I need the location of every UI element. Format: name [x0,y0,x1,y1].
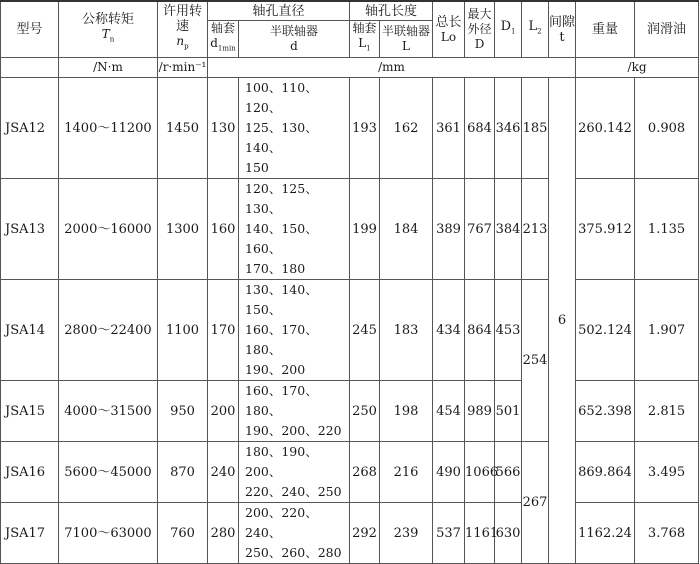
header-sleeve-length: 轴套 $L_1$ [350,21,380,58]
cell-speed: 950 [158,381,208,442]
cell-lo: 434 [433,280,465,381]
cell-gap: 6 [549,78,576,564]
header-bore-length: 轴孔长度 [350,1,433,21]
cell-l1: 199 [350,179,380,280]
header-half-coupling-length: 半联轴器 L [380,21,433,58]
cell-d: 767 [465,179,495,280]
table-row [1,78,699,179]
cell-torque: 4000～31500 [59,381,158,442]
header-total-length: 总长 Lo [433,1,465,58]
cell-weight: 375.912 [576,179,635,280]
cell-model: JSA15 [1,381,59,442]
cell-bore: 160、170、180、 190、200、220 [239,381,350,442]
cell-l: 184 [380,179,433,280]
cell-torque: 2800～22400 [59,280,158,381]
cell-d1min: 200 [208,381,239,442]
header-gap: 间隙 t [549,1,576,58]
cell-oil: 1.907 [635,280,699,381]
cell-l1: 268 [350,442,380,503]
cell-model: JSA17 [1,503,59,564]
cell-lo: 454 [433,381,465,442]
cell-l2: 254 [522,280,549,442]
cell-lo: 537 [433,503,465,564]
cell-speed: 760 [158,503,208,564]
table-row [1,179,699,280]
cell-l1: 193 [350,78,380,179]
header-torque: 公称转矩 $T_n$ [59,1,158,58]
cell-bore: 100、110、120、 125、130、140、 150 [239,78,350,179]
header-l2: $L_2$ [522,1,549,58]
cell-l2: 213 [522,179,549,280]
cell-d1min: 160 [208,179,239,280]
cell-d: 1161 [465,503,495,564]
cell-torque: 2000～16000 [59,179,158,280]
cell-weight: 260.142 [576,78,635,179]
cell-lo: 490 [433,442,465,503]
cell-d1: 346 [495,78,522,179]
cell-oil: 2.815 [635,381,699,442]
cell-weight: 652.398 [576,381,635,442]
cell-torque: 7100～63000 [59,503,158,564]
cell-d1: 630 [495,503,522,564]
cell-d1: 501 [495,381,522,442]
header-speed: 许用转速 $n_p$ [158,1,208,58]
cell-l1: 245 [350,280,380,381]
cell-oil: 3.495 [635,442,699,503]
cell-d1: 453 [495,280,522,381]
cell-bore: 120、125、130、 140、150、160、 170、180 [239,179,350,280]
cell-d: 864 [465,280,495,381]
cell-d1min: 130 [208,78,239,179]
cell-speed: 1450 [158,78,208,179]
unit-torque: /N·m [59,58,158,78]
cell-weight: 502.124 [576,280,635,381]
cell-model: JSA16 [1,442,59,503]
cell-oil: 3.768 [635,503,699,564]
header-bore-diameter: 轴孔直径 [208,1,350,21]
unit-mass: /kg [576,58,699,78]
cell-d1min: 280 [208,503,239,564]
cell-d: 989 [465,381,495,442]
cell-l1: 292 [350,503,380,564]
unit-length: /mm [208,58,576,78]
cell-lo: 389 [433,179,465,280]
cell-torque: 5600～45000 [59,442,158,503]
cell-speed: 870 [158,442,208,503]
cell-d1min: 170 [208,280,239,381]
cell-l: 162 [380,78,433,179]
header-d1: $D_1$ [495,1,522,58]
cell-d1: 384 [495,179,522,280]
cell-l: 239 [380,503,433,564]
header-half-coupling-dia: 半联轴器 d [239,21,350,58]
cell-torque: 1400～11200 [59,78,158,179]
cell-bore: 180、190、200、 220、240、250 [239,442,350,503]
cell-speed: 1300 [158,179,208,280]
header-weight: 重量 [576,1,635,58]
cell-d1: 566 [495,442,522,503]
header-max-od: 最大外径 D [465,1,495,58]
table-row [1,442,699,503]
cell-d: 1066 [465,442,495,503]
cell-weight: 869.864 [576,442,635,503]
cell-oil: 0.908 [635,78,699,179]
table-row [1,381,699,442]
cell-l: 216 [380,442,433,503]
cell-l2: 267 [522,442,549,564]
cell-bore: 200、220、240、 250、260、280 [239,503,350,564]
table-row [1,503,699,564]
cell-model: JSA12 [1,78,59,179]
cell-weight: 1162.24 [576,503,635,564]
cell-l1: 250 [350,381,380,442]
cell-d1min: 240 [208,442,239,503]
cell-bore: 130、140、150、 160、170、180、 190、200 [239,280,350,381]
cell-l: 198 [380,381,433,442]
table-row [1,280,699,381]
cell-oil: 1.135 [635,179,699,280]
header-lube: 润滑油 [635,1,699,58]
header-model: 型号 [1,1,59,58]
header-sleeve-dia: 轴套 $d_{1min}$ [208,21,239,58]
cell-l: 183 [380,280,433,381]
unit-model-empty [1,58,59,78]
cell-d: 684 [465,78,495,179]
cell-model: JSA13 [1,179,59,280]
cell-model: JSA14 [1,280,59,381]
cell-speed: 1100 [158,280,208,381]
unit-speed: /r·min⁻¹ [158,58,208,78]
cell-lo: 361 [433,78,465,179]
cell-l2: 185 [522,78,549,179]
